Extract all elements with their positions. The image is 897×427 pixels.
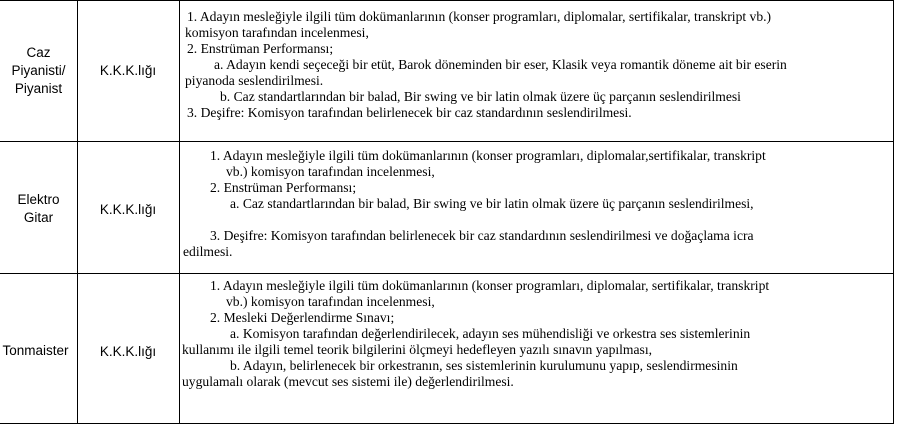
table-row [0,273,894,423]
description-line: 1. Adayın mesleğiyle ilgili tüm dokümanlarının (konser programları, diplomalar,sertifikalar, transkript [210,148,766,163]
program-name-line: Piyanist [14,81,63,96]
code-cell: K.K.K.lığı [99,344,157,359]
description-cell [180,278,888,390]
description-line: a. Adayın kendi seçeceği bir etüt, Barok döneminden bir eser, Klasik veya romantik döneme ait bir eserin [214,57,787,72]
description-line: 3. Deşifre: Komisyon tarafından belirlenecek bir caz standardının seslendirilmesi ve doğaçlama icra [210,228,754,243]
program-name-cell [0,44,77,98]
description-line: b. Adayın, belirlenecek bir orkestranın, ses sistemlerinin kurulumunu yapıp, seslendirmesinin [230,358,738,373]
program-name-line: Caz [26,45,51,60]
code-cell: K.K.K.lığı [99,202,157,217]
description-line: 2. Enstrüman Performansı; [187,41,334,56]
table-row [0,141,894,273]
description-cell [187,9,887,121]
description-line: komisyon tarafından incelenmesi, [185,25,369,40]
description-line: a. Komisyon tarafından değerlendirilecek, adayın ses mühendisliği ve orkestra ses sistemlerinin [230,326,751,341]
description-line: 3. Deşifre: Komisyon tarafından belirlenecek bir caz standardının seslendirilmesi. [187,105,632,120]
description-line: a. Caz standartlarından bir balad, Bir swing ve bir latin olmak üzere üç parçanın seslendirilmesi, [230,196,754,211]
code-cell: K.K.K.lığı [99,63,157,78]
description-line: 1. Adayın mesleğiyle ilgili tüm dokümanlarının (konser programları, diplomalar, sertifikalar, transkript vb.) [187,9,772,24]
description-cell [180,148,888,260]
program-name-cell [0,191,77,227]
table-row [0,1,894,141]
program-name-line: Piyanisti/ [11,63,66,78]
program-name-cell [0,342,77,360]
description-line: 2. Mesleki Değerlendirme Sınavı; [210,310,395,325]
description-line [180,212,888,228]
description-line: vb.) komisyon tarafından incelenmesi, [226,164,435,179]
description-line: edilmesi. [183,244,233,259]
description-line: 2. Enstrüman Performansı; [210,180,357,195]
description-line: piyanoda seslendirilmesi. [185,73,324,88]
description-line: 1. Adayın mesleğiyle ilgili tüm dokümanlarının (konser programları, diplomalar, sertifikalar, transkript [210,278,770,293]
description-line: vb.) komisyon tarafından incelenmesi, [226,294,435,309]
description-line: uygulamalı olarak (mevcut ses sistemi ile) değerlendirilmesi. [182,374,514,389]
program-name-line: Elektro [17,192,60,207]
description-line: kullanımı ile ilgili temel teorik bilgilerini ölçmeyi hedefleyen yazılı sınavın yapılması, [182,342,652,357]
program-name-line: Tonmaister [2,343,69,358]
description-line: b. Caz standartlarından bir balad, Bir swing ve bir latin olmak üzere üç parçanın seslendirilmesi [220,89,741,104]
program-name-line: Gitar [23,210,54,225]
